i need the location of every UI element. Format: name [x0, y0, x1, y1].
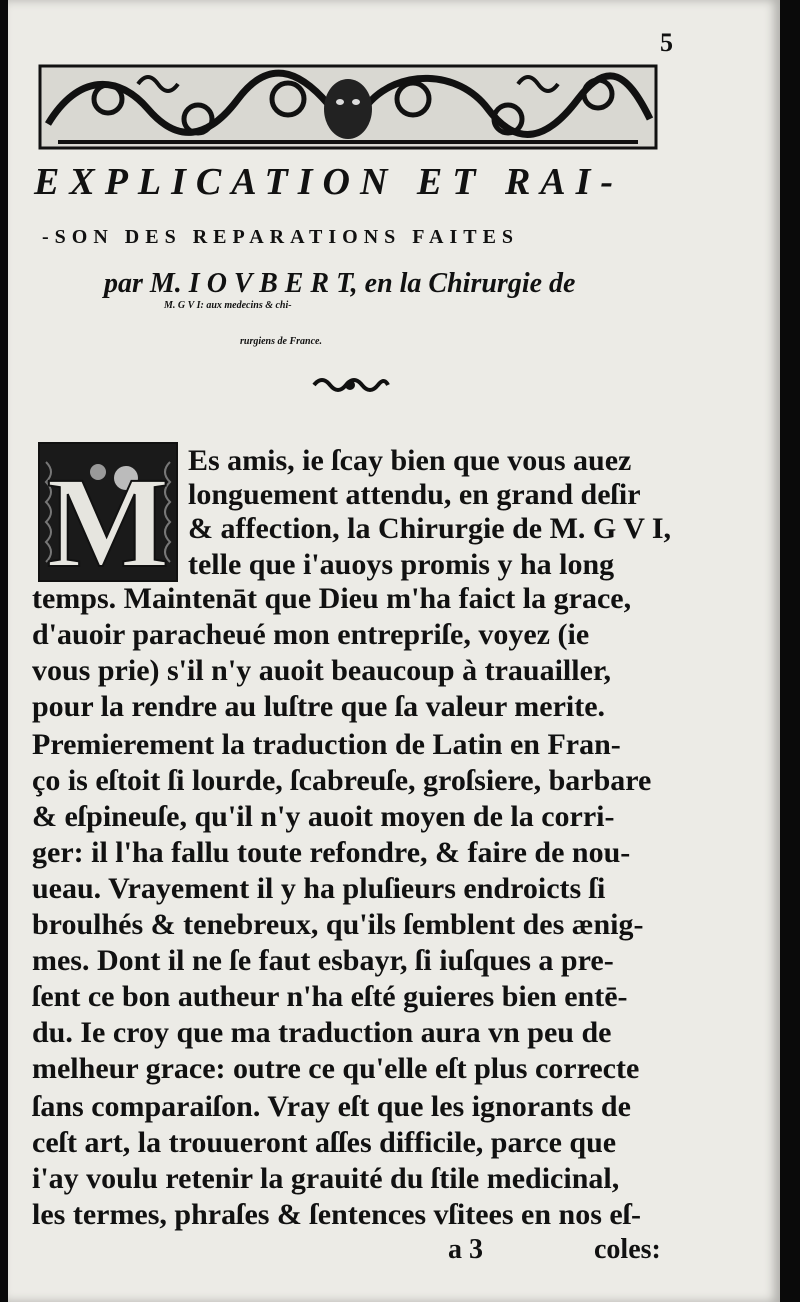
body-line-22: les termes, phraſes & ſentences vſitees en nos eſ-: [32, 1198, 642, 1231]
body-line-11: & eſpineuſe, qu'il n'y auoit moyen de la corri-: [32, 800, 615, 833]
page-number: 5: [660, 28, 673, 57]
title-line-2: -SON DES REPARATIONS FAITES: [42, 226, 520, 248]
body-line-19: ſans comparaiſon. Vray eſt que les ignorants de: [32, 1090, 631, 1123]
body-line-3: & affection, la Chirurgie de M. G V I,: [188, 512, 672, 545]
book-page: [8, 0, 780, 1302]
body-line-8: pour la rendre au luſtre que ſa valeur merite.: [32, 690, 606, 723]
title-line-3: par M. I O V B E R T, en la Chirurgie de: [104, 268, 576, 299]
body-line-2: longuement attendu, en grand deſir: [188, 478, 641, 511]
body-line-5: temps. Maintenāt que Dieu m'ha faict la grace,: [32, 582, 632, 615]
initial-letter: M: [46, 451, 170, 582]
body-line-1: Es amis, ie ſcay bien que vous auez: [188, 444, 632, 477]
body-line-16: ſent ce bon autheur n'ha eſté guieres bien entē-: [32, 980, 628, 1013]
body-line-7: vous prie) s'il n'y auoit beaucoup à trauailler,: [32, 654, 611, 687]
body-line-21: i'ay voulu retenir la grauité du ſtile medicinal,: [32, 1162, 620, 1195]
body-line-15: mes. Dont il ne ſe faut esbayr, ſi iuſques a pre-: [32, 944, 614, 977]
fleuron-ornament: [310, 374, 390, 396]
body-line-6: d'auoir paracheué mon entrepriſe, voyez (ie: [32, 618, 590, 651]
title-line-4: M. G V I: aux medecins & chi-: [164, 300, 292, 311]
body-line-17: du. Ie croy que ma traduction aura vn peu de: [32, 1016, 612, 1049]
body-line-9: Premierement la traduction de Latin en Fran-: [32, 728, 621, 761]
body-line-20: ceſt art, la trouueront aſſes difficile, parce que: [32, 1126, 617, 1159]
title-line-5: rurgiens de France.: [240, 336, 322, 347]
body-line-12: ger: il l'ha fallu toute refondre, & faire de nou-: [32, 836, 631, 869]
body-line-13: ueau. Vrayement il y ha pluſieurs endroicts ſi: [32, 872, 606, 905]
title-line-1: EXPLICATION ET RAI-: [34, 161, 624, 203]
body-line-4: telle que i'auoys promis y ha long: [188, 548, 615, 581]
signature-mark: a 3: [448, 1234, 483, 1265]
body-line-10: ço is eſtoit ſi lourde, ſcabreuſe, groſsiere, barbare: [32, 764, 652, 797]
catchword: coles:: [594, 1234, 661, 1265]
ornamental-headpiece: [38, 64, 658, 150]
body-line-14: broulhés & tenebreux, qu'ils ſemblent des ænig-: [32, 908, 644, 941]
body-line-18: melheur grace: outre ce qu'elle eſt plus correcte: [32, 1052, 640, 1085]
decorated-initial: [38, 442, 178, 582]
